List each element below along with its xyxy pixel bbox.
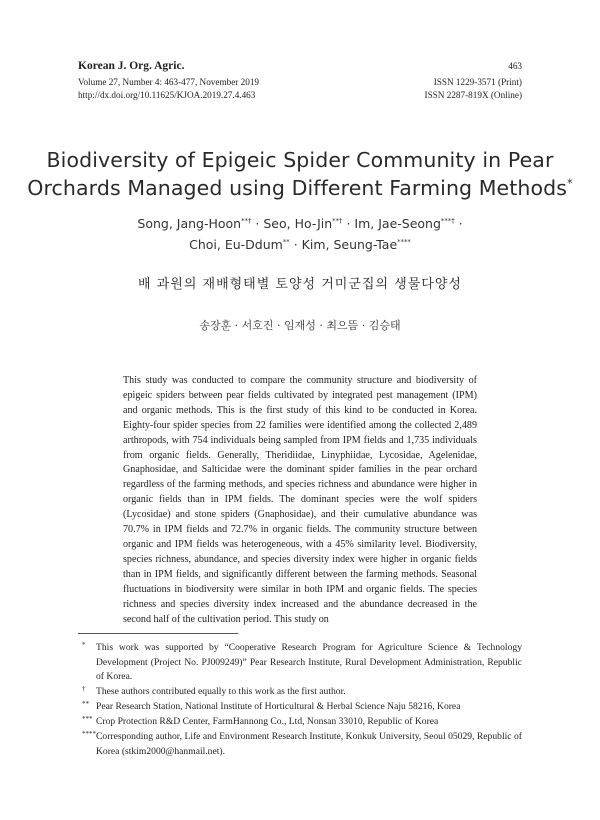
author-name: Kim, Seung-Tae [301, 237, 398, 252]
journal-name: Korean J. Org. Agric. [78, 60, 185, 72]
author-name: Song, Jang-Hoon [137, 216, 242, 231]
author-name: Im, Jae-Seong [354, 216, 441, 231]
author-affiliation-mark: **† [241, 216, 252, 225]
journal-doi[interactable]: http://dx.doi.org/10.11625/KJOA.2019.27.4.463 [78, 90, 256, 100]
footnote-text: Corresponding author, Life and Environment Research Institute, Konkuk University, Seoul 05029, Republic of Korea (stkim2000@hanmail.net). [96, 731, 522, 757]
author-affiliation-mark: ** [282, 237, 290, 246]
footnote-funding [82, 641, 522, 685]
author-separator: · [255, 216, 260, 231]
footnote-text: This work was supported by “Cooperative Research Program for Agriculture Science & Technology Development (Project No. PJ009249)” Pear Research Institute, Rural Development Administration, Republic of Korea. [96, 642, 522, 683]
paper-title-line-1: Biodiversity of Epigeic Spider Community in Pear [46, 148, 554, 172]
author-separator: · [458, 216, 463, 231]
footnote-text: Crop Protection R&D Center, FarmHannong Co., Ltd, Nonsan 33010, Republic of Korea [96, 716, 439, 727]
paper-title-line-2-text: Orchards Managed using Different Farming Methods [27, 176, 568, 200]
footnote-mark: † [82, 685, 86, 693]
journal-volume-info: Volume 27, Number 4: 463-477, November 2019 [78, 77, 260, 87]
paper-title-line-2 [0, 176, 600, 200]
abstract-text: This study was conducted to compare the community structure and biodiversity of epigeic spiders between pear fields cultivated by integrated pest management (IPM) and organic methods. This is the first study of this kind to be conducted in Korea. Eighty-four spider species from 22 families were identified among the collected 2,489 arthropods, with 754 individuals being sampled from IPM fields and 1,735 individuals from organic fields. Generally, Theridiidae, Linyphiidae, Lycosidae, Agelenidae, Gnaphosidae, and Salticidae were the dominant spider families in the pear orchard regardless of the farming methods, and species richness and abundance were higher in organic fields than in IPM fields. The dominant species were the wolf spiders (Lycosidae) and stone spiders (Gnaphosidae), and their cumulative abundance was 70.7% in IPM fields and 72.7% in organic fields. The community structure between organic and IPM fields was heterogeneous, with a 45% similarity level. Biodiversity, species richness, abundance, and species diversity index were higher in organic fields than in IPM fields, and significantly different between the farming methods. Seasonal fluctuations in biodiversity were similar in both IPM and organic fields. The species richness and species diversity index increased and the abundance decreased in the second half of the cultivation period. This study on [123, 375, 477, 625]
page-number: 463 [508, 61, 522, 71]
footnote-corresponding-author [82, 730, 522, 759]
title-footnote-mark: * [567, 177, 573, 191]
footnote-affiliation-1 [82, 700, 522, 715]
footnote-mark: * [82, 641, 86, 649]
issn-online: ISSN 2287-819X (Online) [424, 90, 522, 100]
footnote-divider [78, 633, 238, 634]
author-name: Choi, Eu-Ddum [189, 237, 283, 252]
issn-print: ISSN 1229-3571 (Print) [433, 77, 522, 87]
korean-author-list: 송장훈 · 서호진 · 임재성 · 최으뜸 · 김승태 [199, 319, 401, 332]
footnote-mark: *** [82, 715, 93, 723]
author-list-line-1 [0, 216, 600, 231]
footnote-mark: ** [82, 700, 89, 708]
author-separator: · [293, 237, 298, 252]
author-affiliation-mark: **† [332, 216, 343, 225]
korean-title: 배 과원의 재배형태별 토양성 거미군집의 생물다양성 [138, 277, 462, 292]
footnote-equal-contribution [82, 685, 522, 700]
abstract [123, 374, 477, 627]
footnote-text: These authors contributed equally to this work as the first author. [96, 686, 346, 697]
footnote-mark: **** [82, 730, 96, 738]
author-name: Seo, Ho-Jin [263, 216, 333, 231]
author-list-line-2 [0, 237, 600, 252]
author-separator: · [346, 216, 351, 231]
author-affiliation-mark: **** [397, 237, 411, 246]
footnote-text: Pear Research Station, National Institute of Horticultural & Herbal Science Naju 58216, Korea [96, 701, 461, 712]
footnote-affiliation-2 [82, 715, 522, 730]
author-affiliation-mark: ***† [440, 216, 455, 225]
